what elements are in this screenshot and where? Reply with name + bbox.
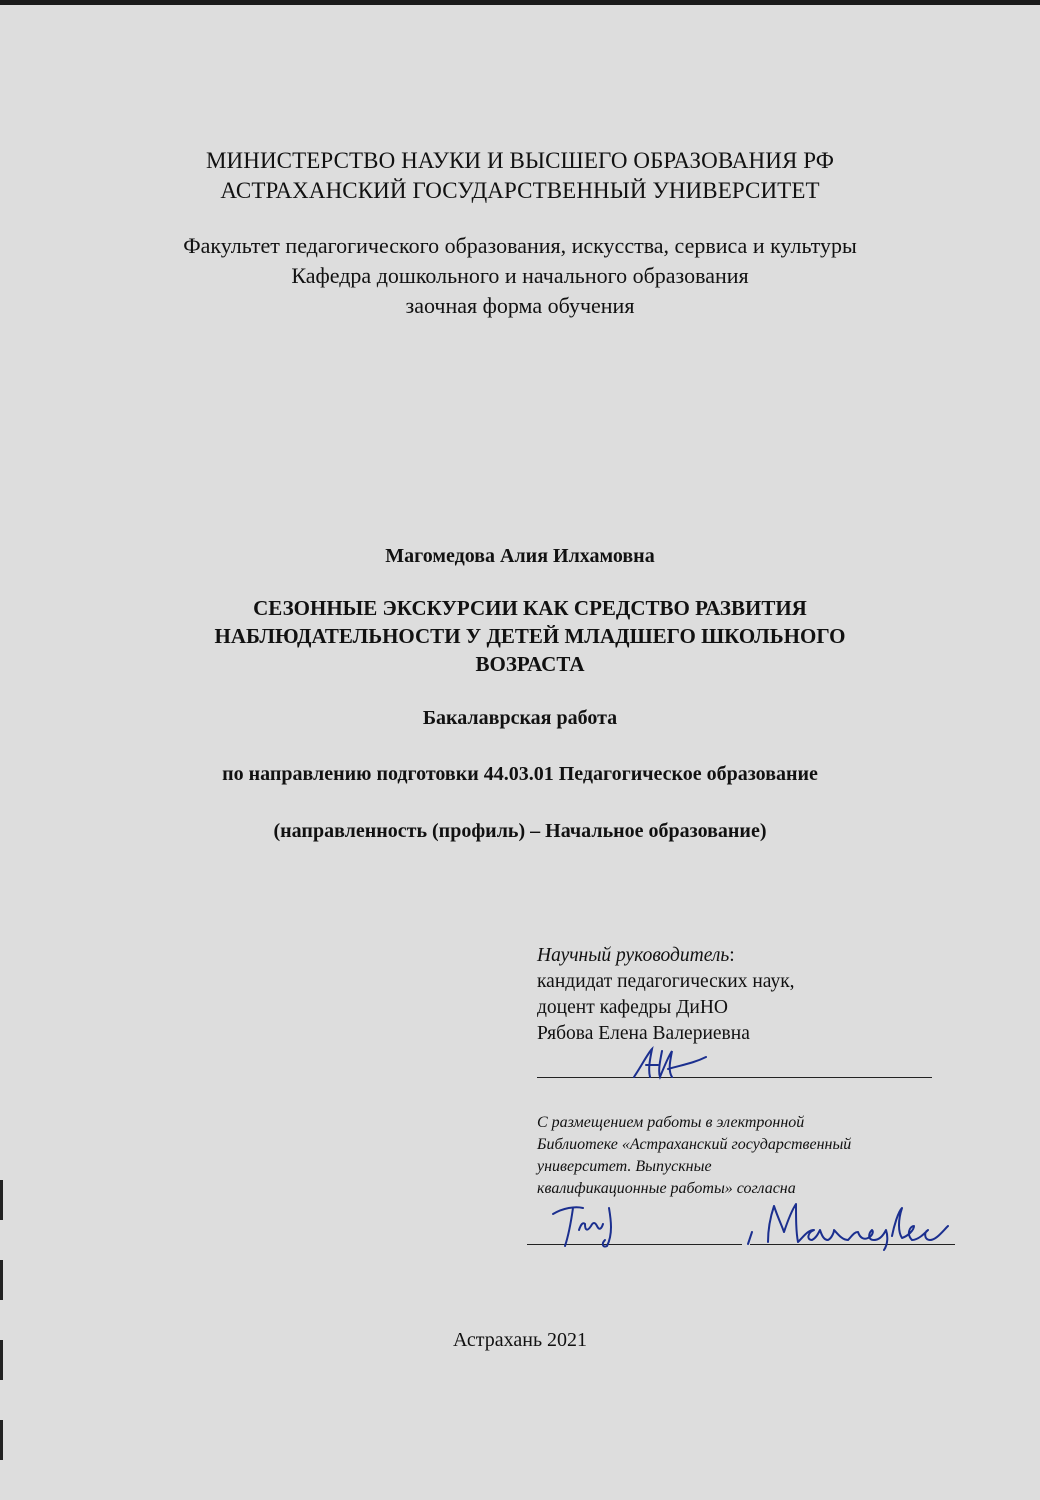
supervisor-position: доцент кафедры ДиНО <box>537 997 729 1018</box>
city-year: Астрахань 2021 <box>452 1329 588 1351</box>
author-name: Магомедова Алия Илхамовна <box>385 545 655 567</box>
university-line: АСТРАХАНСКИЙ ГОСУДАРСТВЕННЫЙ УНИВЕРСИТЕТ <box>220 178 820 203</box>
department-line: Кафедра дошкольного и начального образования <box>291 263 749 288</box>
consent-line-3: университет. Выпускные <box>537 1158 712 1175</box>
supervisor-name: Рябова Елена Валериевна <box>537 1023 750 1044</box>
ministry-line: МИНИСТЕРСТВО НАУКИ И ВЫСШЕГО ОБРАЗОВАНИЯ РФ <box>205 148 835 173</box>
title-line-3: ВОЗРАСТА <box>475 652 585 676</box>
consent-line-2: Библиотеке «Астраханский государственный <box>537 1136 852 1153</box>
faculty-block <box>0 231 1040 321</box>
student-signature <box>545 1200 635 1250</box>
work-type: Бакалаврская работа <box>422 707 618 729</box>
title-line-2: НАБЛЮДАТЕЛЬНОСТИ У ДЕТЕЙ МЛАДШЕГО ШКОЛЬНОГО <box>214 624 846 648</box>
supervisor-degree: кандидат педагогических наук, <box>537 971 795 992</box>
study-profile: (направленность (профиль) – Начальное образование) <box>273 820 767 842</box>
thesis-title <box>140 594 920 678</box>
study-form-line: заочная форма обучения <box>405 293 635 318</box>
faculty-line: Факультет педагогического образования, искусства, сервиса и культуры <box>183 233 857 258</box>
supervisor-role-colon: : <box>729 945 735 966</box>
title-line-1: СЕЗОННЫЕ ЭКСКУРСИИ КАК СРЕДСТВО РАЗВИТИЯ <box>253 596 807 620</box>
supervisor-role: Научный руководитель <box>537 945 730 966</box>
supervisor-signature-line <box>537 1077 932 1078</box>
consent-line-1: С размещением работы в электронной <box>537 1114 805 1131</box>
supervisor-signature <box>628 1043 708 1083</box>
supervisor-role-line <box>537 943 795 969</box>
consent-line-4: квалификационные работы» согласна <box>537 1180 796 1197</box>
student-name-handwritten <box>738 1196 958 1252</box>
study-direction: по направлению подготовки 44.03.01 Педагогическое образование <box>222 763 818 785</box>
scan-edge <box>0 0 1040 5</box>
supervisor-block <box>537 943 795 1047</box>
ministry-header <box>0 146 1040 206</box>
library-consent <box>537 1112 851 1200</box>
